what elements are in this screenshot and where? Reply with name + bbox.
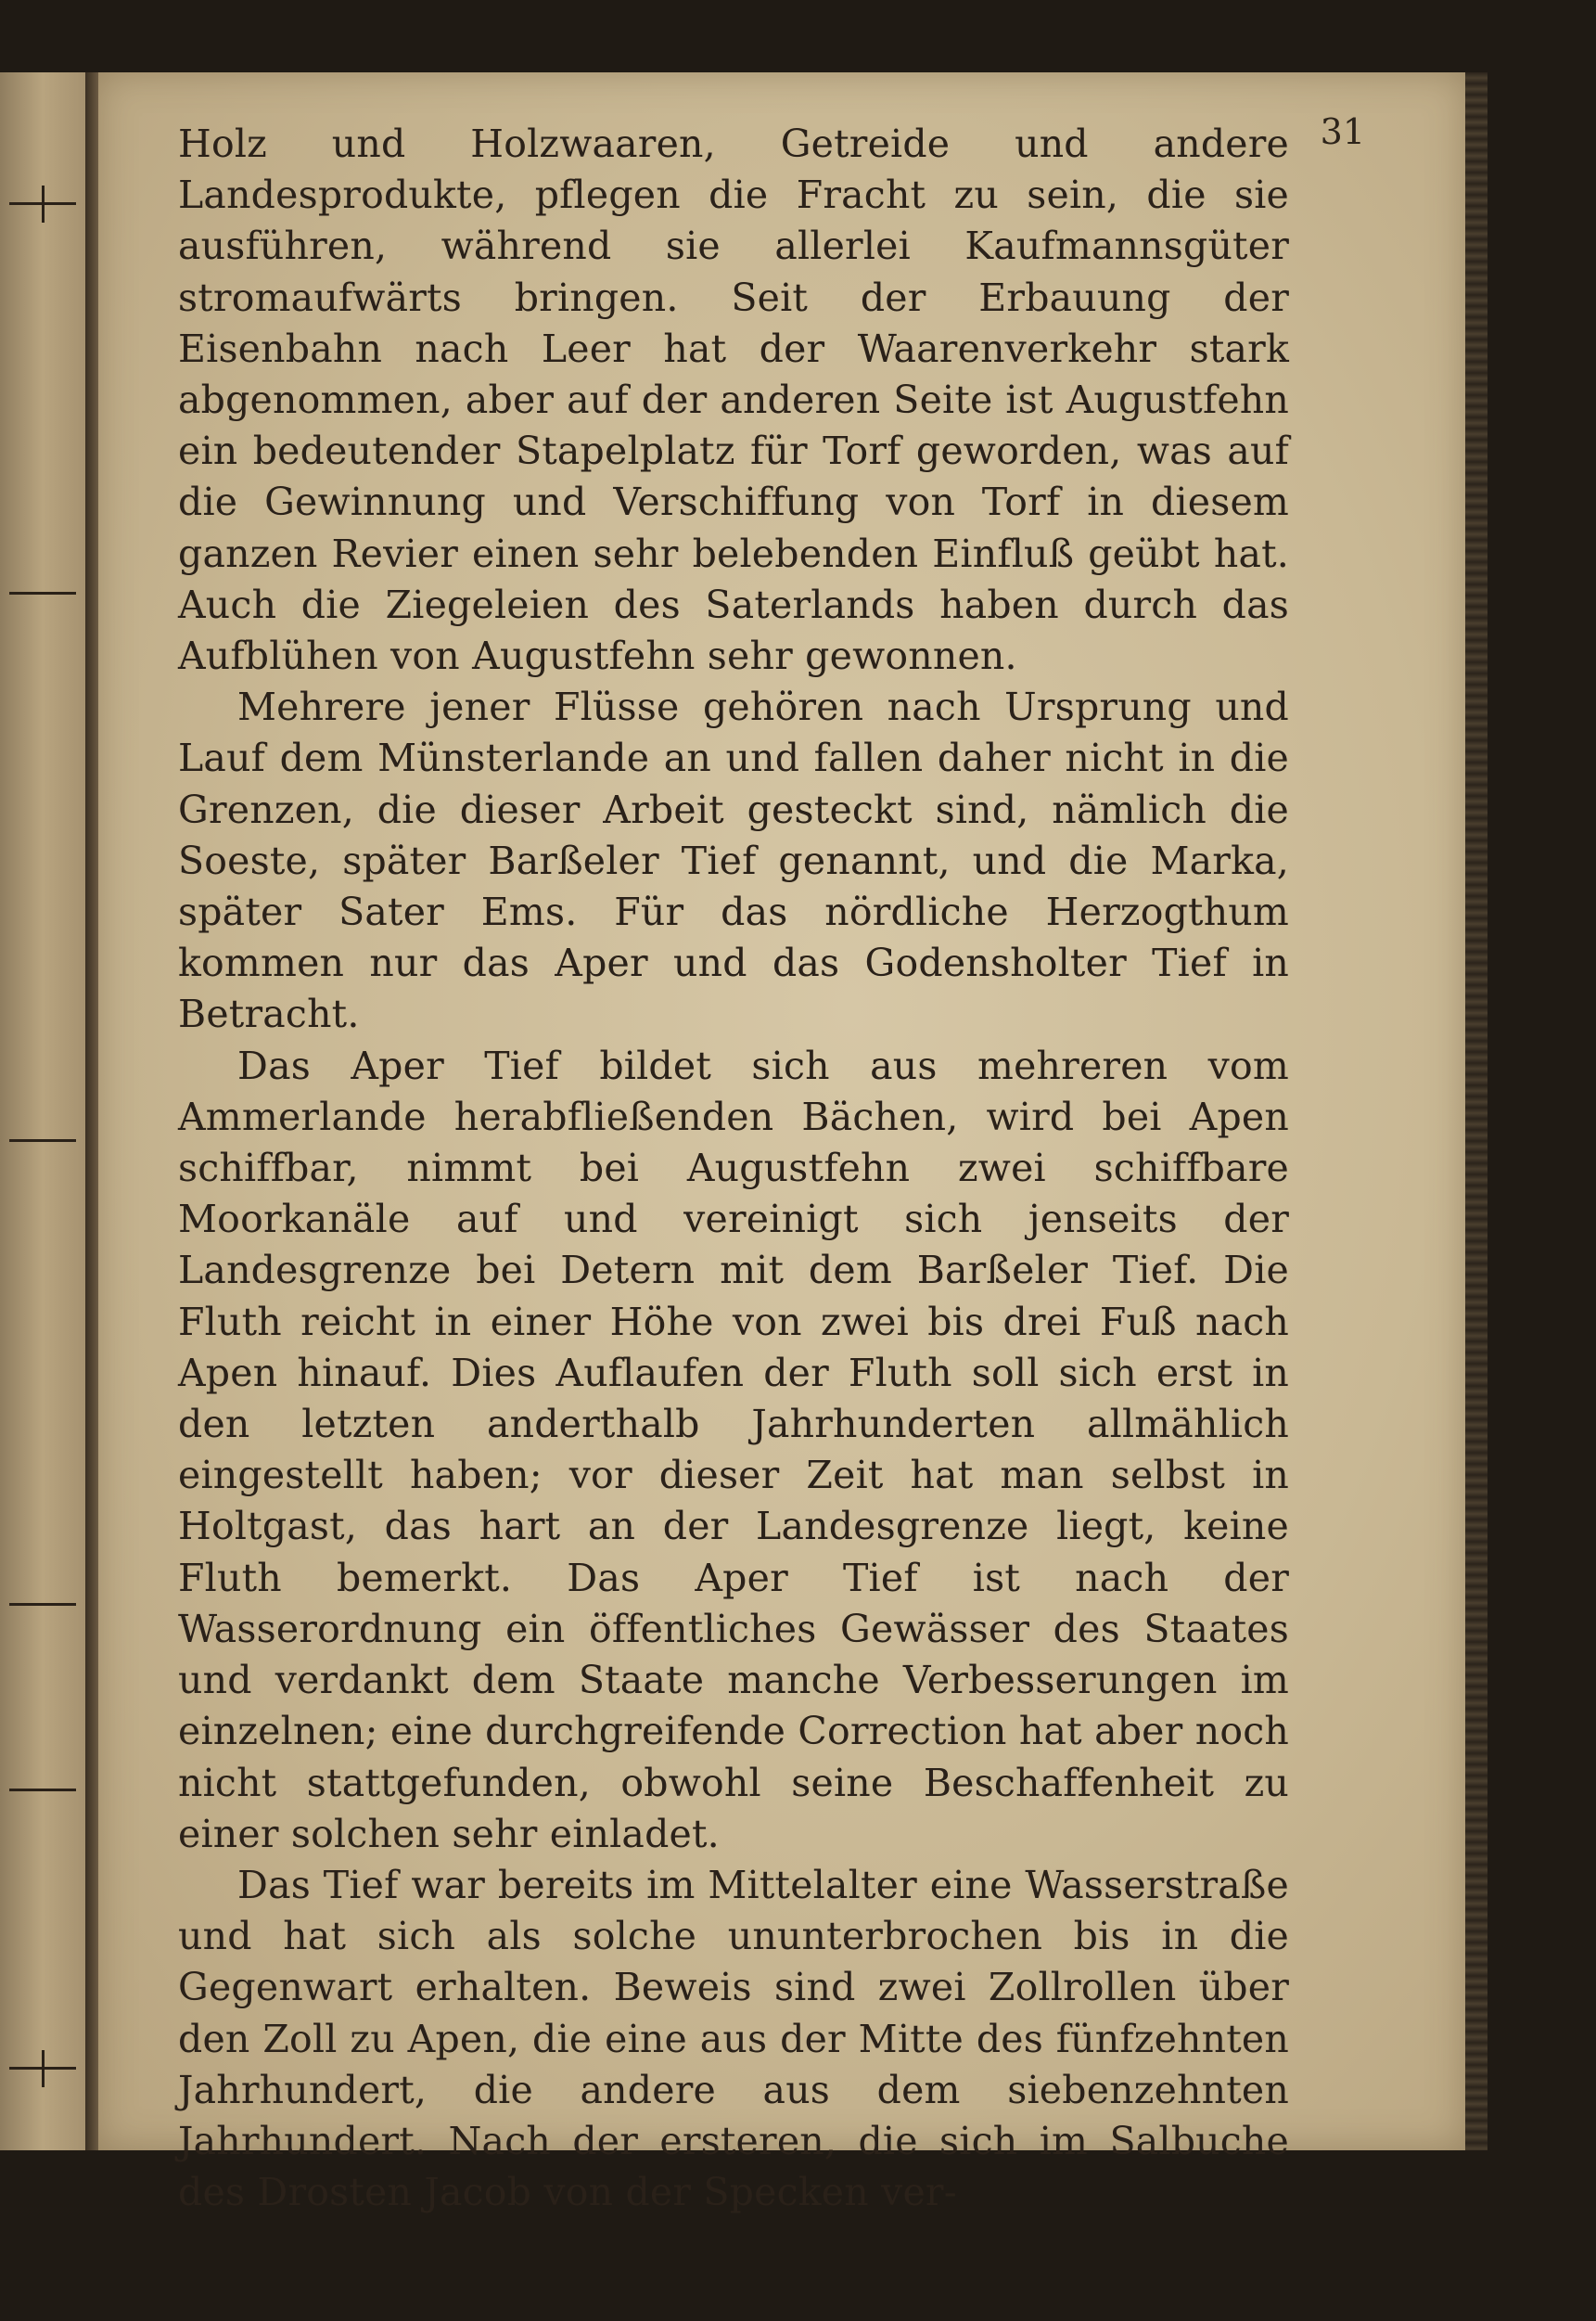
page-edge — [1465, 72, 1487, 2150]
book-gutter — [85, 72, 98, 2150]
margin-mark — [9, 1603, 76, 1606]
margin-mark — [42, 2050, 45, 2087]
paragraph: Das Tief war bereits im Mittelalter eine Wasserstraße und hat sich als solche ununterbrochen bis in die Gegenwart erhalten. Beweis sind zwei Zollrollen über den Zoll zu Apen, die eine aus der Mitte des fünfzehnten Jahrhundert, die andere aus dem siebenzehnten Jahrhundert. Nach der ersteren, die sich im Salbuche des Drosten Jacob von der Specken ver- — [178, 1862, 1289, 2215]
margin-mark — [42, 186, 45, 223]
page-number: 31 — [1320, 111, 1365, 152]
margin-mark — [9, 1789, 76, 1791]
paragraph: Holz und Holzwaaren, Getreide und andere Landesprodukte, pflegen die Fracht zu sein, die sie ausführen, während sie allerlei Kaufmannsgüter stromaufwärts bringen. Seit der Erbauung der Eisenbahn nach Leer hat der Waarenverkehr stark abgenommen, aber auf der anderen Seite ist Augustfehn ein bedeutender Stapelplatz für Torf geworden, was auf die Gewinnung und Verschiffung von Torf in diesem ganzen Revier einen sehr belebenden Einfluß geübt hat. Auch die Ziegeleien des Saterlands haben durch das Aufblühen von Augustfehn sehr gewonnen. — [178, 122, 1289, 679]
paragraph: Das Aper Tief bildet sich aus mehreren vom Ammerlande herabfließenden Bächen, wird bei Apen schiffbar, nimmt bei Augustfehn zwei schiffbare Moorkanäle auf und vereinigt sich jenseits der Landesgrenze bei Detern mit dem Barßeler Tief. Die Fluth reicht in einer Höhe von zwei bis drei Fuß nach Apen hinauf. Dies Auflaufen der Fluth soll sich erst in den letzten anderthalb Jahrhunderten allmählich eingestellt haben; vor dieser Zeit hat man selbst in Holtgast, das hart an der Landesgrenze liegt, keine Fluth bemerkt. Das Aper Tief ist nach der Wasserordnung ein öffentliches Gewässer des Staates und verdankt dem Staate manche Verbesserungen im einzelnen; eine durchgreifende Correction hat aber noch nicht stattgefunden, obwohl seine Beschaffenheit zu einer solchen sehr einladet. — [178, 1043, 1289, 1856]
margin-mark — [9, 1139, 76, 1142]
margin-mark — [9, 592, 76, 595]
paragraph: Mehrere jener Flüsse gehören nach Ursprung und Lauf dem Münsterlande an und fallen daher nicht in die Grenzen, die dieser Arbeit gesteckt sind, nämlich die Soeste, später Barßeler Tief genannt, und die Marka, später Sater Ems. Für das nördliche Herzogthum kommen nur das Aper und das Godensholter Tief in Betracht. — [178, 685, 1289, 1037]
body-text — [178, 119, 1289, 2218]
facing-page-edge — [0, 72, 85, 2150]
